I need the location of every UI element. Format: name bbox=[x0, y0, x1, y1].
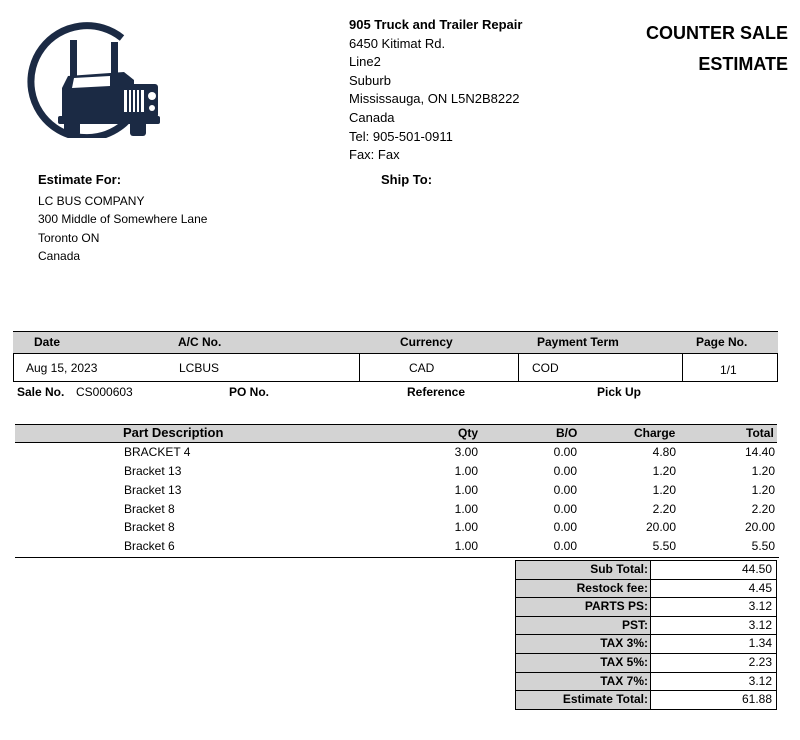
subtotal-value: 44.50 bbox=[650, 560, 777, 579]
part-total: 1.20 bbox=[751, 464, 775, 478]
tax-3-label: TAX 3%: bbox=[515, 634, 650, 653]
part-description: Bracket 8 bbox=[124, 502, 175, 516]
part-description: Bracket 13 bbox=[124, 483, 182, 497]
info-divider bbox=[682, 354, 683, 381]
part-bo: 0.00 bbox=[553, 464, 577, 478]
totals-row-tax-3 bbox=[515, 634, 777, 653]
pst-value: 3.12 bbox=[650, 616, 777, 635]
parts-header-description: Part Description bbox=[123, 425, 224, 440]
company-line: Line2 bbox=[349, 54, 381, 70]
company-phone: Tel: 905-501-0911 bbox=[349, 128, 453, 144]
tax-7-label: TAX 7%: bbox=[515, 672, 650, 691]
part-total: 20.00 bbox=[744, 520, 775, 534]
part-total: 2.20 bbox=[751, 502, 775, 516]
info-date: Aug 15, 2023 bbox=[26, 361, 98, 375]
title-line-1: COUNTER SALE bbox=[645, 23, 788, 43]
part-description: Bracket 13 bbox=[124, 464, 182, 478]
tax-7-value: 3.12 bbox=[650, 672, 777, 691]
company-line: 6450 Kitimat Rd. bbox=[349, 35, 446, 51]
part-charge: 5.50 bbox=[652, 539, 676, 553]
tax-5-label: TAX 5%: bbox=[515, 653, 650, 672]
table-row bbox=[0, 483, 800, 501]
pst-label: PST: bbox=[515, 616, 650, 635]
info-value-row bbox=[13, 353, 778, 382]
part-description: BRACKET 4 bbox=[124, 445, 191, 459]
table-row bbox=[0, 502, 800, 520]
parts-header-qty: Qty bbox=[458, 426, 479, 440]
customer-line: LC BUS COMPANY bbox=[38, 194, 145, 208]
parts-header-bo: B/O bbox=[556, 426, 578, 440]
part-charge: 4.80 bbox=[652, 445, 676, 459]
totals-block bbox=[515, 560, 777, 709]
part-description: Bracket 6 bbox=[124, 539, 175, 553]
info-header-payment-term: Payment Term bbox=[537, 335, 619, 349]
totals-row-tax-7 bbox=[515, 672, 777, 691]
totals-row-pst bbox=[515, 616, 777, 635]
totals-row-tax-5 bbox=[515, 653, 777, 672]
company-fax: Fax: Fax bbox=[349, 147, 400, 163]
info-header-account: A/C No. bbox=[178, 335, 222, 349]
sale-no-label: Sale No. bbox=[17, 385, 65, 399]
part-bo: 0.00 bbox=[553, 483, 577, 497]
company-line: Mississauga, ON L5N2B8222 bbox=[349, 91, 520, 107]
totals-row-restock-fee bbox=[515, 579, 777, 598]
table-row bbox=[0, 445, 800, 463]
info-table bbox=[13, 331, 778, 382]
table-row bbox=[0, 520, 800, 538]
parts-header-charge: Charge bbox=[634, 426, 676, 440]
company-logo bbox=[14, 20, 164, 138]
info-divider bbox=[518, 354, 519, 381]
estimate-for-label: Estimate For: bbox=[38, 172, 122, 187]
part-charge: 2.20 bbox=[652, 502, 676, 516]
part-qty: 1.00 bbox=[454, 520, 478, 534]
customer-line: Canada bbox=[38, 248, 81, 263]
customer-address-block bbox=[38, 192, 207, 265]
part-qty: 1.00 bbox=[454, 539, 478, 553]
po-no-label: PO No. bbox=[229, 385, 270, 399]
company-name: 905 Truck and Trailer Repair bbox=[349, 17, 523, 32]
part-charge: 20.00 bbox=[645, 520, 676, 534]
info-header-row bbox=[13, 331, 778, 353]
part-description: Bracket 8 bbox=[124, 520, 175, 534]
company-line: Canada bbox=[349, 109, 395, 125]
semi-truck-icon bbox=[14, 20, 164, 138]
title-line-2: ESTIMATE bbox=[698, 54, 788, 74]
tax-5-value: 2.23 bbox=[650, 653, 777, 672]
info-page: 1/1 bbox=[720, 363, 737, 377]
customer-line: 300 Middle of Somewhere Lane bbox=[38, 212, 208, 227]
part-qty: 1.00 bbox=[454, 502, 478, 516]
parts-header-row bbox=[15, 424, 777, 443]
subtotal-label: Sub Total: bbox=[515, 560, 650, 579]
parts-header-total: Total bbox=[746, 426, 774, 440]
restock-fee-label: Restock fee: bbox=[515, 579, 650, 598]
part-total: 14.40 bbox=[744, 445, 775, 459]
part-qty: 3.00 bbox=[454, 445, 478, 459]
part-total: 5.50 bbox=[751, 539, 775, 553]
info-currency: CAD bbox=[409, 361, 435, 375]
totals-row-subtotal bbox=[515, 560, 777, 579]
document-title bbox=[646, 18, 788, 80]
table-row bbox=[0, 464, 800, 482]
company-address-block bbox=[349, 16, 522, 165]
info-header-currency: Currency bbox=[400, 335, 453, 349]
part-bo: 0.00 bbox=[553, 445, 577, 459]
part-bo: 0.00 bbox=[553, 539, 577, 553]
part-charge: 1.20 bbox=[652, 464, 676, 478]
company-line: Suburb bbox=[349, 72, 391, 88]
info-divider bbox=[359, 354, 360, 381]
part-bo: 0.00 bbox=[553, 502, 577, 516]
part-charge: 1.20 bbox=[652, 483, 676, 497]
parts-ps-value: 3.12 bbox=[650, 597, 777, 616]
sale-no-value: CS000603 bbox=[76, 385, 133, 399]
info-header-date: Date bbox=[34, 335, 61, 349]
part-qty: 1.00 bbox=[454, 464, 478, 478]
totals-row-estimate-total bbox=[515, 690, 777, 709]
restock-fee-value: 4.45 bbox=[650, 579, 777, 598]
part-total: 1.20 bbox=[751, 483, 775, 497]
estimate-total-label: Estimate Total: bbox=[515, 690, 650, 710]
customer-line: Toronto ON bbox=[38, 230, 100, 245]
tax-3-value: 1.34 bbox=[650, 634, 777, 653]
part-bo: 0.00 bbox=[553, 520, 577, 534]
info-payment-term: COD bbox=[532, 361, 559, 375]
info-header-page: Page No. bbox=[696, 335, 748, 349]
totals-row-parts-ps bbox=[515, 597, 777, 616]
ship-to-label: Ship To: bbox=[381, 172, 433, 187]
info-account: LCBUS bbox=[179, 361, 220, 375]
reference-label: Reference bbox=[407, 385, 466, 399]
pickup-label: Pick Up bbox=[597, 385, 642, 399]
parts-ps-label: PARTS PS: bbox=[515, 597, 650, 616]
estimate-total-value: 61.88 bbox=[650, 690, 777, 710]
table-row bbox=[0, 539, 800, 557]
parts-separator bbox=[15, 557, 779, 558]
part-qty: 1.00 bbox=[454, 483, 478, 497]
